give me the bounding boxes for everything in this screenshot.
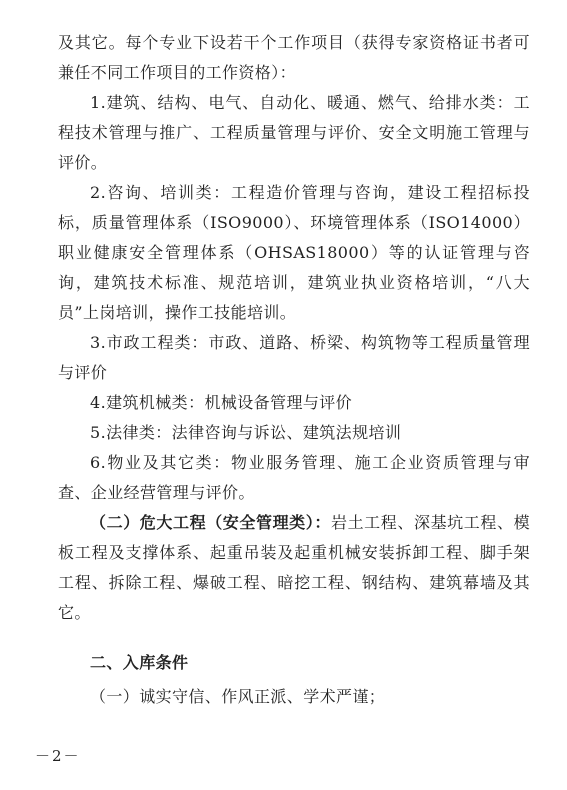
item-5-paragraph: 5.法律类：法律咨询与诉讼、建筑法规培训	[90, 423, 402, 442]
item-3-paragraph: 3.市政工程类：市政、道路、桥梁、构筑物等工程质量管理与评价	[58, 333, 530, 382]
major-project-label: （二）危大工程（安全管理类）：	[90, 513, 331, 532]
intro-paragraph: 及其它。每个专业下设若干个工作项目（获得专家资格证书者可兼任不同工作项目的工作资格）：	[58, 33, 530, 82]
item-2-paragraph: 2.咨询、培训类：工程造价管理与咨询，建设工程招标投标，质量管理体系（ISO9000）、环境管理体系（ISO14000）职业健康安全管理体系（OHSAS18000）等的认证管理与咨询，建筑技术标准、规范培训，建筑业执业资格培训，“八大员”上岗培训，操作工技能培训。	[58, 183, 530, 322]
page-number: －2－	[35, 747, 81, 765]
item-1-paragraph: 1.建筑、结构、电气、自动化、暖通、燃气、给排水类：工程技术管理与推广、工程质量管理与评价、安全文明施工管理与评价。	[58, 93, 530, 172]
item-6-paragraph: 6.物业及其它类：物业服务管理、施工企业资质管理与审查、企业经营管理与评价。	[58, 453, 530, 502]
major-project-paragraph	[58, 508, 530, 628]
item-4-paragraph: 4.建筑机械类：机械设备管理与评价	[90, 393, 353, 412]
section-heading: 二、入库条件	[90, 653, 189, 672]
major-project-text: 岩土工程、深基坑工程、模板工程及支撑体系、起重吊装及起重机械安装拆卸工程、脚手架工程、拆除工程、爆破工程、暗挖工程、钢结构、建筑幕墙及其它。	[58, 513, 530, 622]
condition-1: （一）诚实守信、作风正派、学术严谨；	[90, 687, 386, 706]
